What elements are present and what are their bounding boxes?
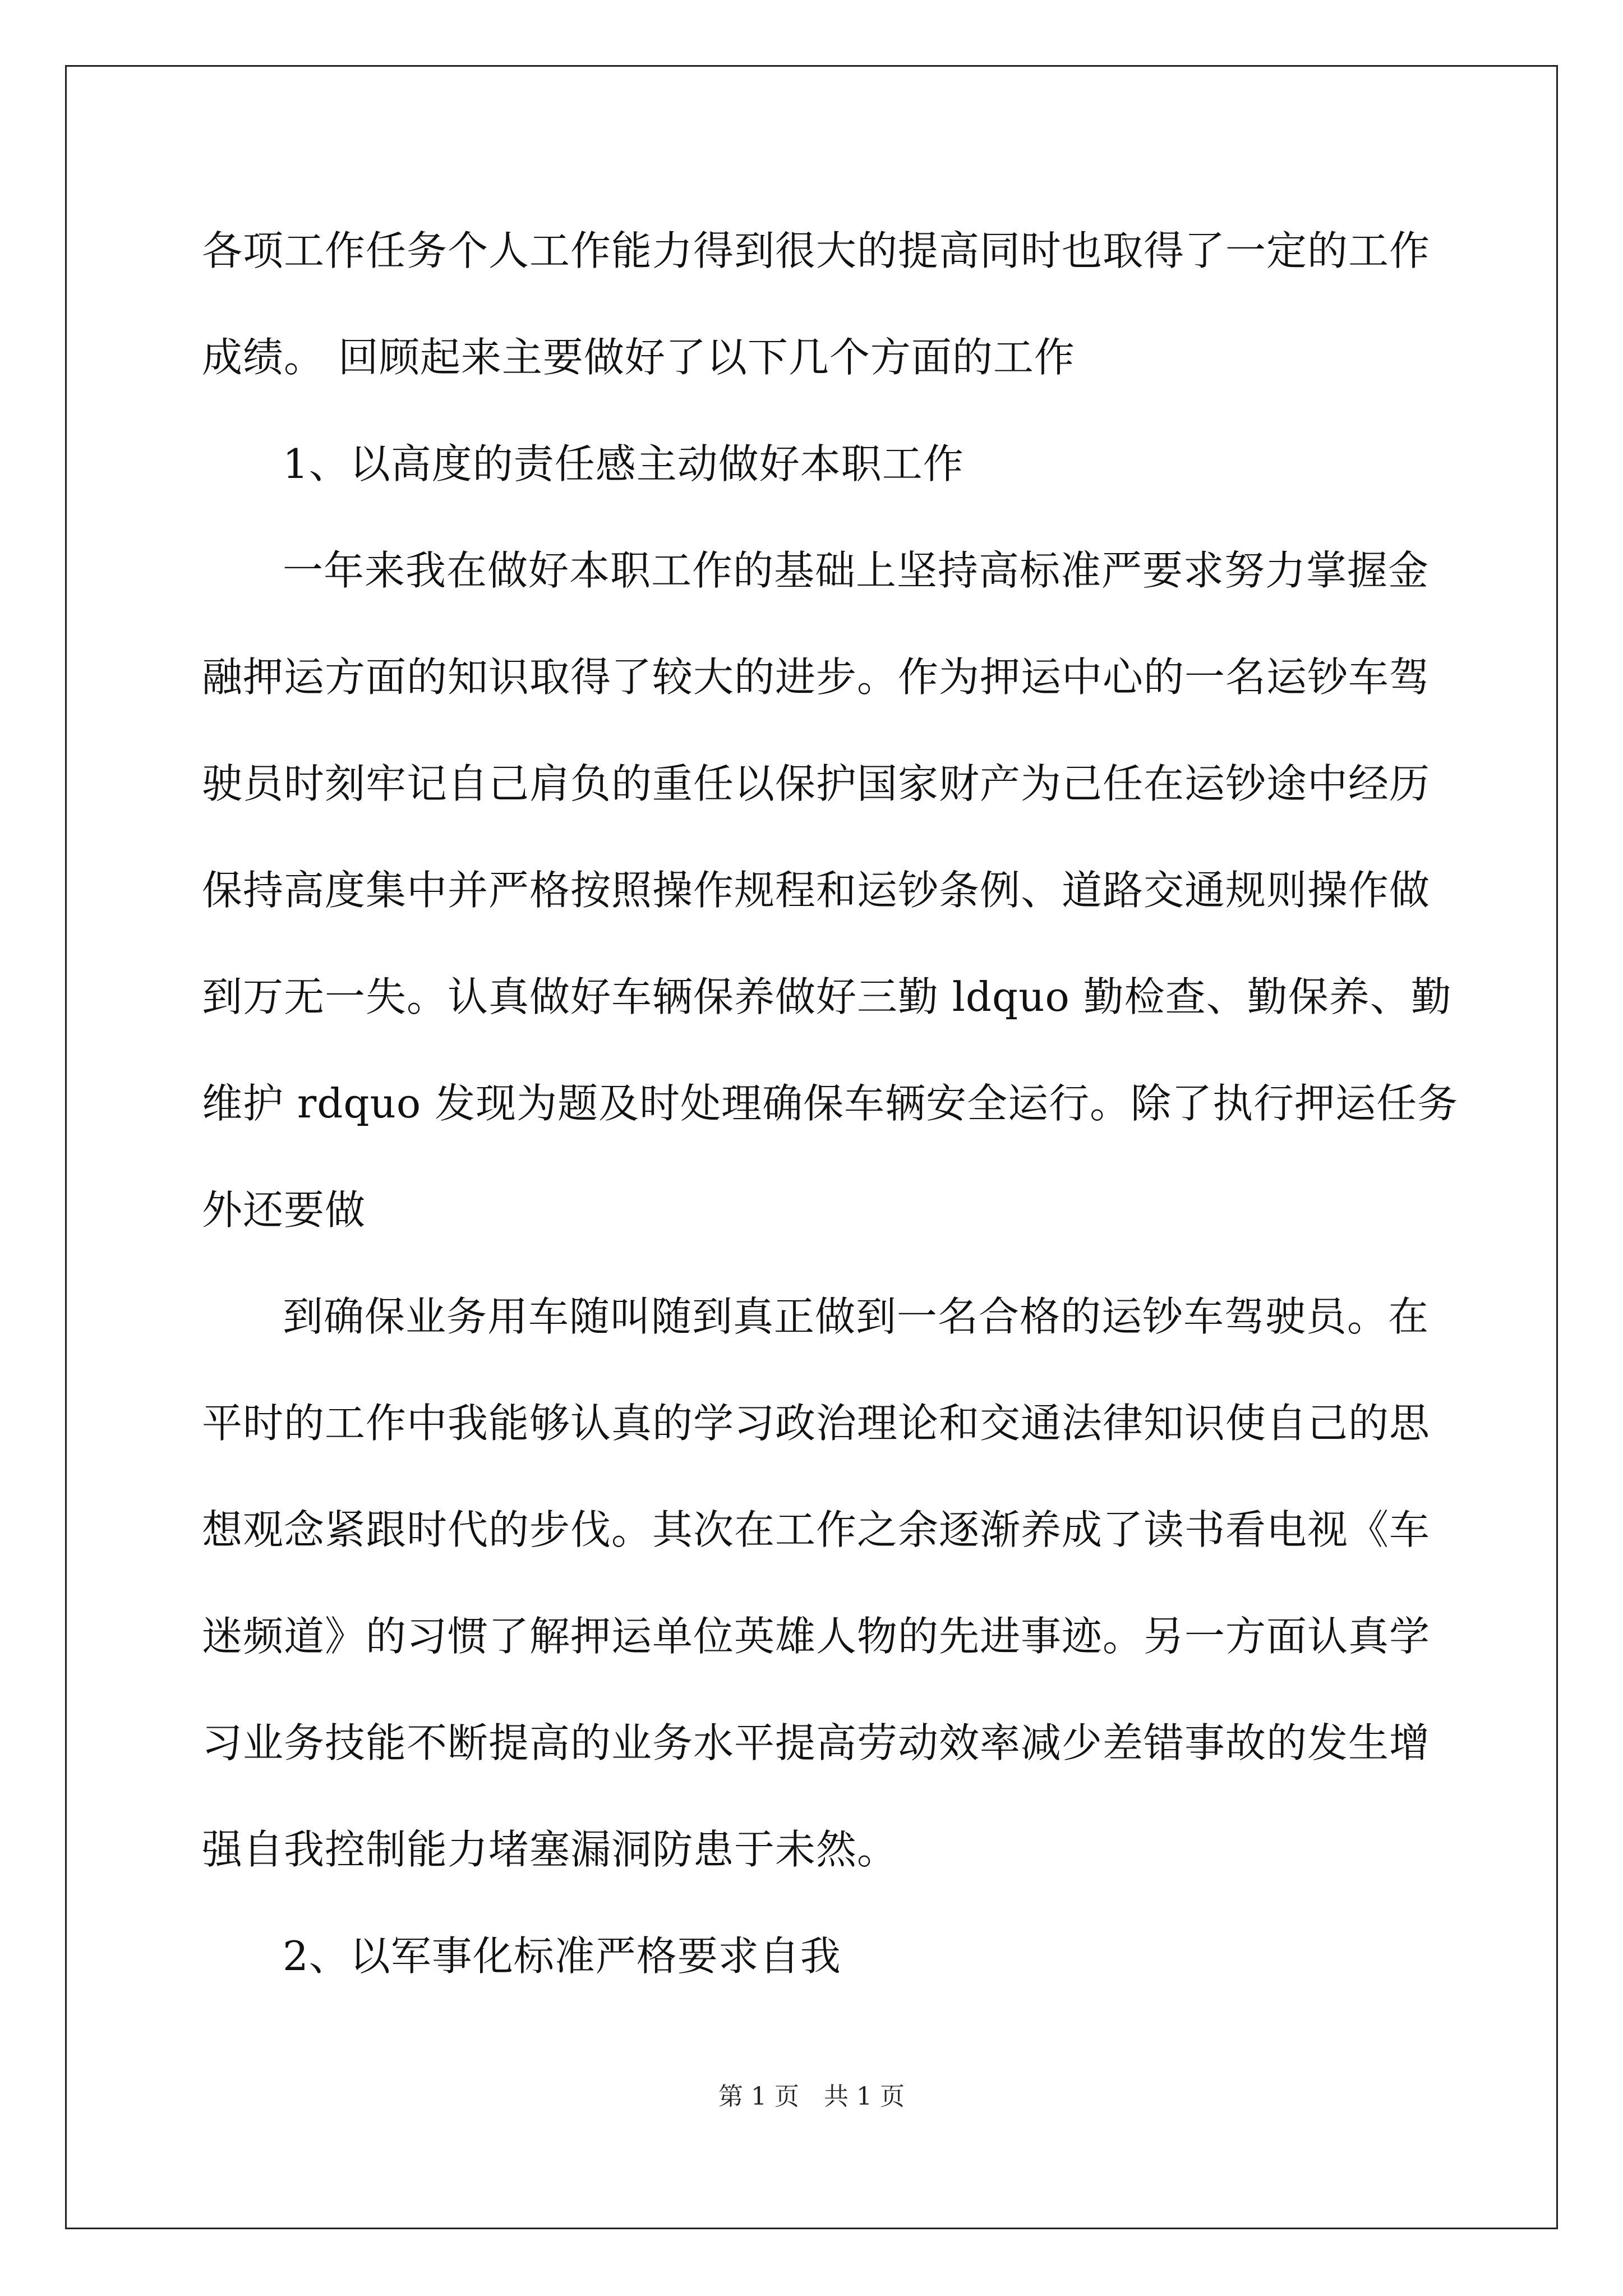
text-line: 驶员时刻牢记自己肩负的重任以保护国家财产为己任在运钞途中经历	[202, 760, 1431, 807]
text-line: 习业务技能不断提高的业务水平提高劳动效率减少差错事故的发生增	[202, 1719, 1431, 1766]
text-line: 外还要做	[202, 1186, 366, 1234]
section-heading: 2、以军事化标准严格要求自我	[283, 1932, 841, 1980]
text-line: 维护 rdquo 发现为题及时处理确保车辆安全运行。除了执行押运任务	[202, 1080, 1459, 1127]
text-line: 成绩。 回顾起来主要做好了以下几个方面的工作	[202, 334, 1075, 381]
page-number-footer: 第 1 页 共 1 页	[718, 2082, 905, 2111]
text-line: 迷频道》的习惯了解押运单位英雄人物的先进事迹。另一方面认真学	[202, 1613, 1431, 1660]
text-line: 保持高度集中并严格按照操作规程和运钞条例、道路交通规则操作做	[202, 867, 1431, 914]
text-line: 各项工作任务个人工作能力得到很大的提高同时也取得了一定的工作	[202, 227, 1431, 274]
text-line: 到万无一失。认真做好车辆保养做好三勤 ldquo 勤检查、勤保养、勤	[202, 973, 1452, 1020]
text-line: 强自我控制能力堵塞漏洞防患于未然。	[202, 1826, 898, 1873]
text-line: 融押运方面的知识取得了较大的进步。作为押运中心的一名运钞车驾	[202, 654, 1431, 701]
text-line: 一年来我在做好本职工作的基础上坚持高标准严要求努力掌握金	[283, 547, 1430, 594]
text-line: 到确保业务用车随叫随到真正做到一名合格的运钞车驾驶员。在	[283, 1293, 1430, 1340]
text-line: 平时的工作中我能够认真的学习政治理论和交通法律知识使自己的思	[202, 1400, 1431, 1447]
text-line: 想观念紧跟时代的步伐。其次在工作之余逐渐养成了读书看电视《车	[202, 1506, 1431, 1553]
section-heading: 1、以高度的责任感主动做好本职工作	[283, 440, 964, 487]
